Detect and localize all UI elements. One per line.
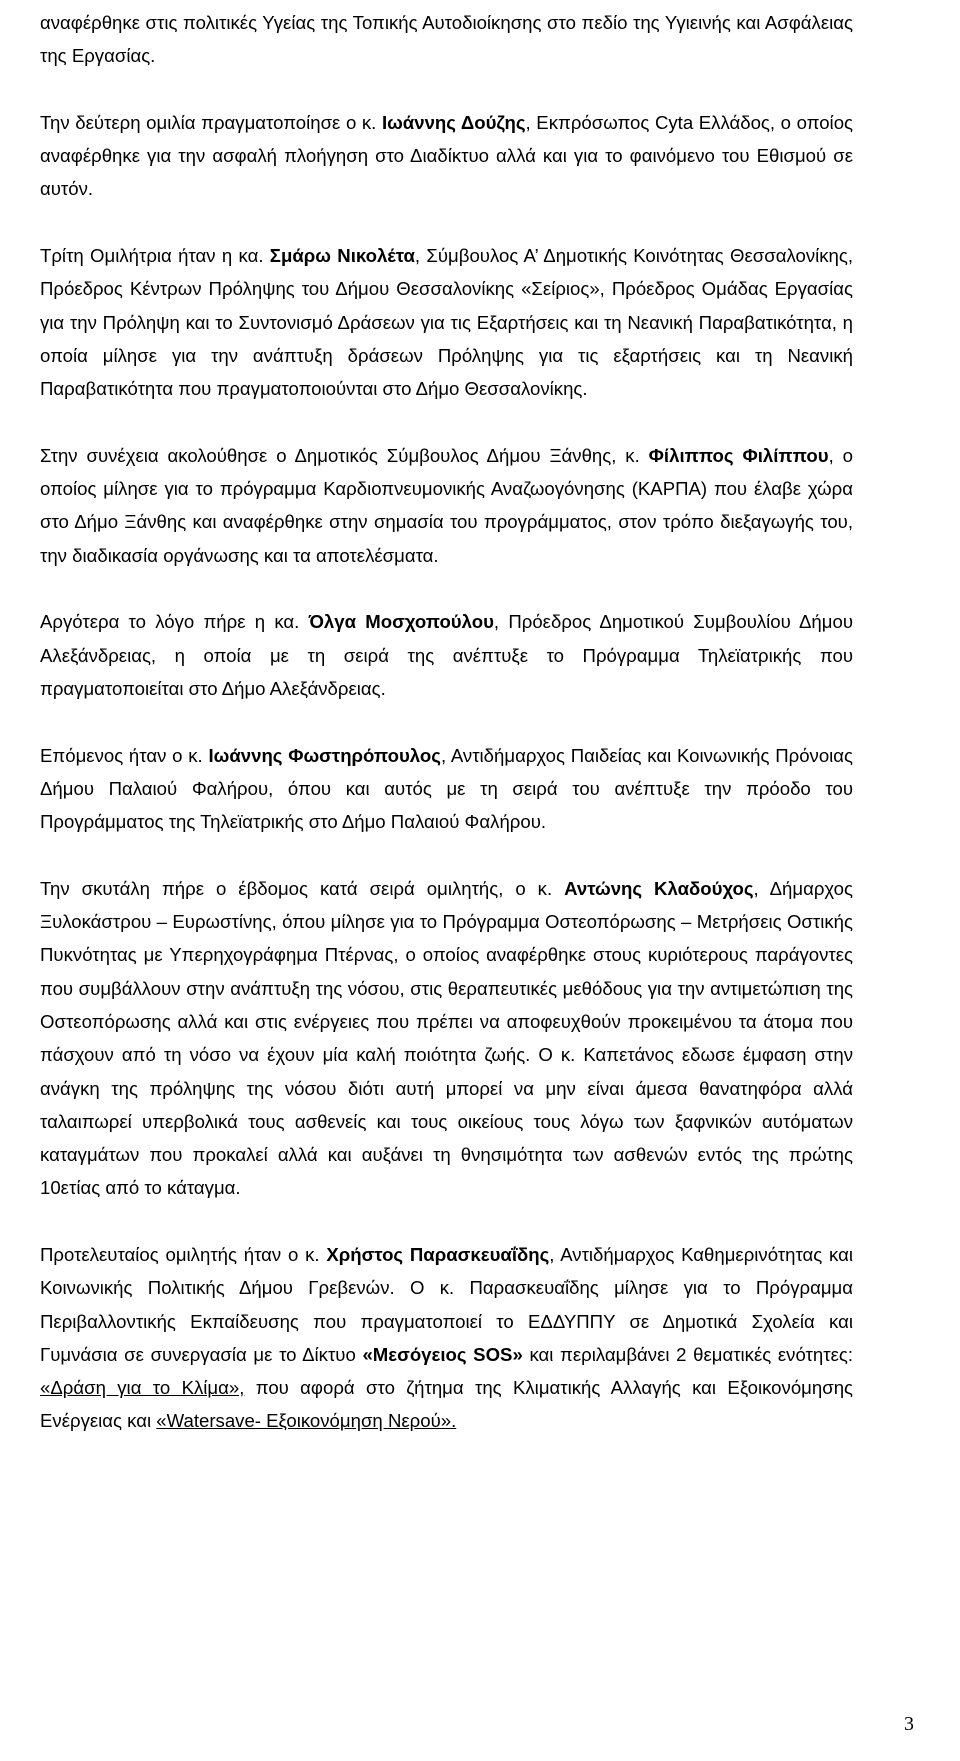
speaker-name: Ιωάννης Φωστηρόπουλος — [208, 744, 441, 766]
paragraph-text: , Σύμβουλος Α’ Δημοτικής Κοινότητας Θεσσαλονίκης, Πρόεδρος Κέντρων Πρόληψης του Δήμου Θεσσαλονίκης «Σείριος», Πρόεδρος Ομάδας Εργασίας για την Πρόληψη και το Συντονισμό Δράσεων για τις Εξαρτήσεις και τη Νεανική Παραβατικότητα, η οποία μίλησε για την ανάπτυξη δράσεων Πρόληψης για τις εξαρτήσεις και τη Νεανική Παραβατικότητα που πραγματοποιούνται στο Δήμο Θεσσαλονίκης. — [40, 245, 854, 400]
paragraph-text: , Πρόεδρος Δημοτικού Συμβουλίου Δήμου Αλεξάνδρειας, η οποία με τη σειρά της ανέπτυξε το Πρόγραμμα Τηλεϊατρικής που πραγματοποιείται στο Δήμο Αλεξάνδρειας. — [40, 611, 854, 699]
page-number: 3 — [904, 1713, 914, 1735]
paragraph-text: Τρίτη Ομιλήτρια ήταν η κα. — [40, 245, 270, 267]
paragraph-text: , Αντιδήμαρχος Καθημερινότητας και Κοινωνικής Πολιτικής Δήμου Γρεβενών. Ο κ. Παρασκευαΐδης μίλησε για το Πρόγραμμα Περιβαλλοντικής Εκπαίδευσης που πραγματοποιεί το ΕΔΔΥΠΠΥ σε Δημοτικά Σχολεία και Γυμνάσια σε συνεργασία με το Δίκτυο — [40, 1243, 853, 1365]
paragraph-6 — [40, 739, 853, 839]
paragraph-text: Προτελευταίος ομιλητής ήταν ο κ. — [40, 1243, 327, 1265]
paragraph-text: Στην συνέχεια ακολούθησε ο Δημοτικός Σύμβουλος Δήμου Ξάνθης, κ. — [40, 444, 649, 466]
document-body — [40, 6, 853, 1471]
speaker-name: Χρήστος Παρασκευαΐδης — [326, 1243, 550, 1265]
speaker-name: Φίλιππος Φιλίππου — [648, 444, 829, 466]
paragraph-text: , Αντιδήμαρχος Παιδείας και Κοινωνικής Πρόνοιας Δήμου Παλαιού Φαλήρου, όπου και αυτός με τη σειρά του ανέπτυξε την πρόοδο του Προγράμματος της Τηλεϊατρικής στο Δήμο Παλαιού Φαλήρου. — [40, 744, 854, 833]
paragraph-5 — [40, 605, 853, 705]
paragraph-text: , Εκπρόσωπος Cyta Ελλάδος, ο οποίος αναφέρθηκε για την ασφαλή πλοήγηση στο Διαδίκτυο αλλά και για το φαινόμενο του Εθισμού σε αυτόν. — [40, 111, 853, 200]
paragraph-8 — [40, 1238, 853, 1438]
paragraph-2 — [40, 106, 853, 206]
speaker-name: Σμάρω Νικολέτα — [269, 245, 415, 267]
speaker-name: Ιωάννης Δούζης — [381, 111, 526, 133]
paragraph-text: Την σκυτάλη πήρε ο έβδομος κατά σειρά ομιλητής, ο κ. — [40, 877, 565, 899]
paragraph-3 — [40, 239, 853, 405]
speaker-name: Αντώνης Κλαδούχος — [564, 877, 754, 899]
underlined-topic: «Δράση για το Κλίμα», — [40, 1377, 245, 1399]
paragraph-text: , ο οποίος μίλησε για το πρόγραμμα Καρδιοπνευμονικής Αναζωογόνησης (ΚΑΡΠΑ) που έλαβε χώρα στο Δήμο Ξάνθης και αναφέρθηκε στην σημασία του προγράμματος, στον τρόπο διεξαγωγής του, την διαδικασία οργάνωσης και τα αποτελέσματα. — [40, 444, 853, 566]
underlined-topic: «Watersave- Εξοικονόμηση Νερού». — [156, 1410, 457, 1432]
paragraph-text: Επόμενος ήταν ο κ. — [40, 744, 209, 766]
paragraph-7 — [40, 872, 853, 1205]
paragraph-text: που αφορά στο ζήτημα της Κλιματικής Αλλαγής και Εξοικονόμησης Ενέργειας και — [40, 1377, 853, 1432]
paragraph-text: , Δήμαρχος Ξυλοκάστρου – Ευρωστίνης, όπου μίλησε για το Πρόγραμμα Οστεοπόρωσης – Μετρήσεις Οστικής Πυκνότητας με Υπερηχογράφημα Πτέρνας, ο οποίος αναφέρθηκε στους κυριότερους παράγοντες που συμβάλλουν στην ανάπτυξη της νόσου, στις θεραπευτικές μεθόδους για την αντιμετώπιση της Οστεοπόρωσης αλλά και στις ενέργειες που πρέπει να αποφευχθούν προκειμένου τα άτομα που πάσχουν από τη νόσο να έχουν μία καλή ποιότητα ζωής. Ο κ. Καπετάνος εδωσε έμφαση στην ανάγκη της πρόληψης της νόσου διότι αυτή μπορεί να μην είναι άμεσα θανατηφόρα αλλά ταλαιπωρεί υπερβολικά τους ασθενείς και τους οικείους τους λόγω των ξαφνικών αυτόματων καταγμάτων που προκαλεί αλλά και αυξάνει τη θνησιμότητα των ασθενών εντός της πρώτης 10ετίας από το κάταγμα. — [40, 877, 853, 1199]
paragraph-4 — [40, 439, 853, 572]
paragraph-1 — [40, 6, 853, 73]
speaker-name: Όλγα Μοσχοπούλου — [308, 611, 494, 633]
paragraph-text: και περιλαμβάνει 2 θεματικές ενότητες: — [522, 1343, 853, 1365]
network-name: «Μεσόγειος SOS» — [362, 1343, 523, 1365]
paragraph-text: Την δεύτερη ομιλία πραγματοποίησε ο κ. — [40, 111, 382, 133]
paragraph-text: αναφέρθηκε στις πολιτικές Υγείας της Τοπικής Αυτοδιοίκησης στο πεδίο της Υγιεινής και Ασφάλειας της Εργασίας. — [40, 12, 853, 67]
paragraph-text: Αργότερα το λόγο πήρε η κα. — [40, 611, 309, 633]
